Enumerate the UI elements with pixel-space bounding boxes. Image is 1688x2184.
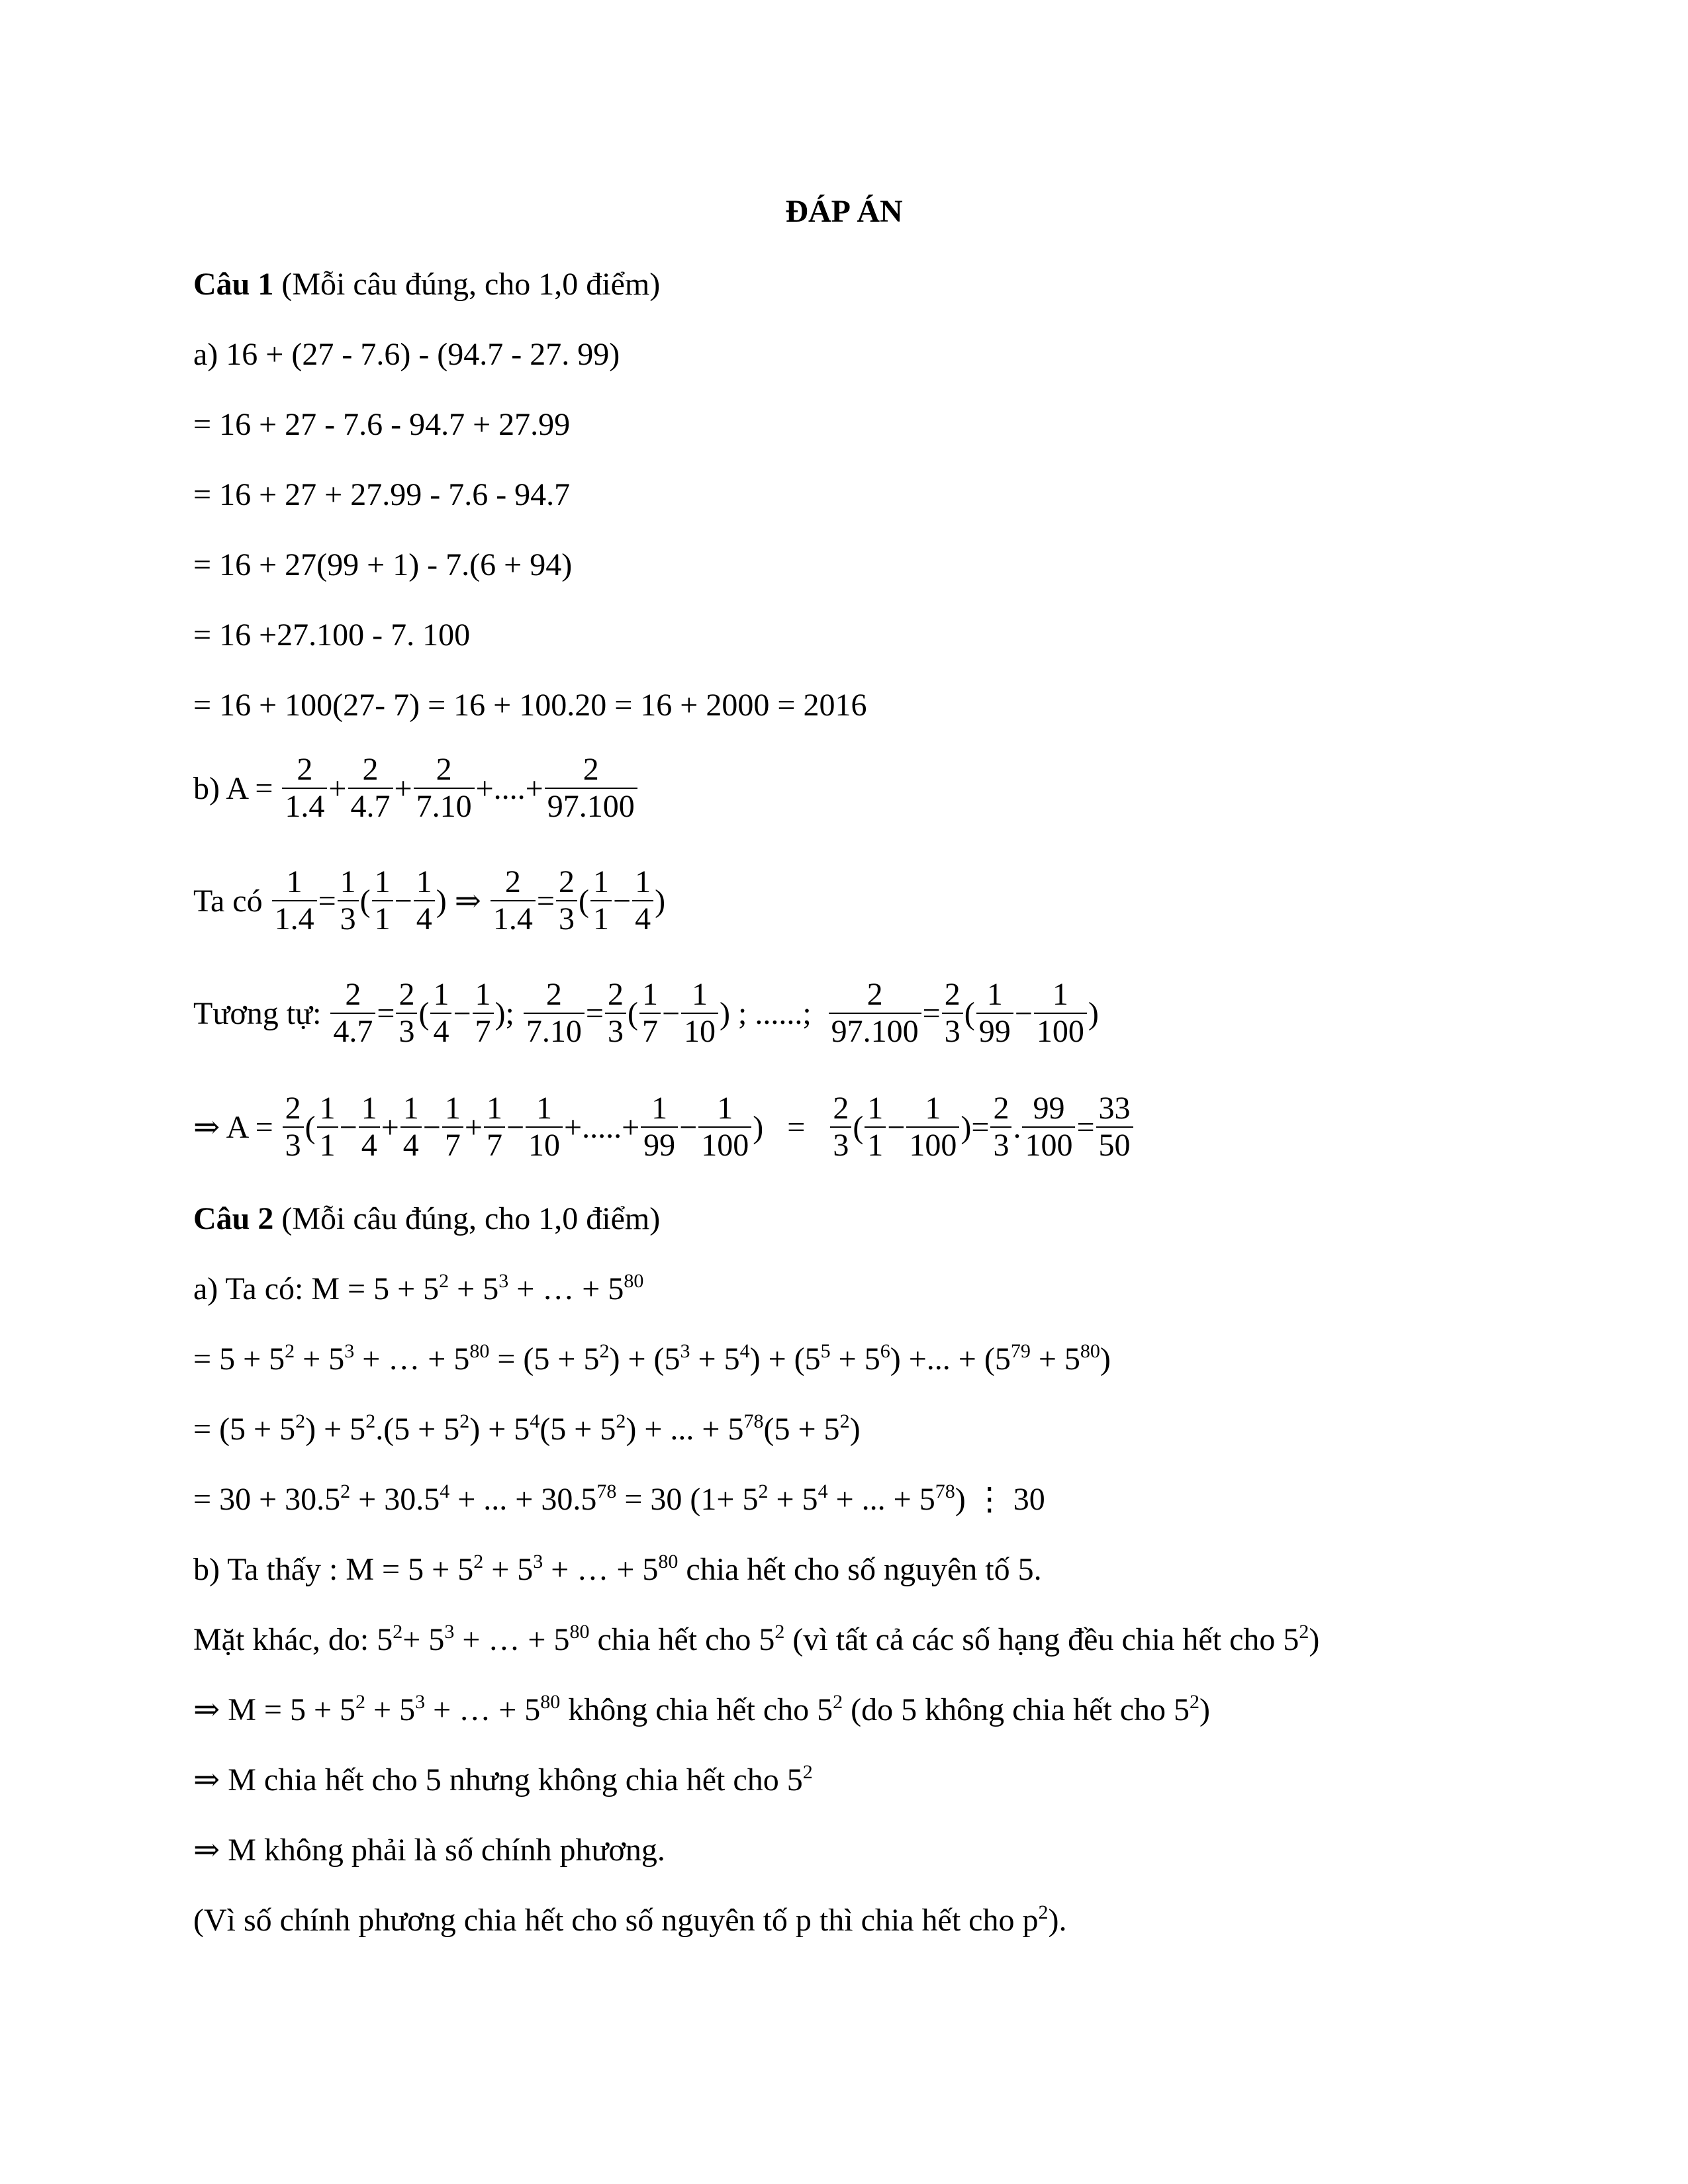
q1a-line-4: = 16 + 27(99 + 1) - 7.(6 + 94) [193,547,573,582]
q2-line-1: a) Ta có: $M = 5 + 5^2 + 5^3$ + … + $5^{80}$ [193,1270,644,1306]
q2-line-7: ⇒ $M = 5 + 5^2 + 5^3$ + … + $5^{80}$ không chia hết cho $5^2$ (do 5 không chia hết cho $5^2$) [193,1691,1211,1727]
q2-line-4: = $30 + 30.5^2 + 30.5^4$ + ... + $30.5^{78} = 30$ ($1+ 5^2 + 5^4$ + ... + $5^{78}$) ⋮ 30 [193,1480,1045,1517]
q2-line-10: (Vì số chính phương chia hết cho số nguyên tố p thì chia hết cho $p^2$). [193,1901,1067,1938]
q1b-tuong-tu: Tương tự: $\frac{2}{4.7}$ = $\frac{2}{3}$ ( $\frac{1}{4}$ − $\frac{1}{7}$ ); $\frac{2}{7.10}$ = $\frac{2}{3}$ ( $\frac{1}{7}$ − $\frac{1}{10}$ ) ; ......; $\frac{2}{97.100}$ = $\frac{2}{3}$ ( $\frac{1}{99}$ − $\frac{1}{100}$ ) [193,977,1099,1049]
q1a-line-3: = 16 + 27 + 27.99 - 7.6 - 94.7 [193,477,571,512]
q2-line-2: = $5 + 5^2 + 5^3$ + … + $5^{80} = (5 + 5^2) + (5^3 + 5^4) + (5^5 + 5^6)$ +... + $(5^{79} + 5^{80})$ [193,1340,1111,1377]
q1a-line-2: = 16 + 27 - 7.6 - 94.7 + 27.99 [193,407,571,442]
question-2-heading: Câu 2 (Mỗi câu đúng, cho 1,0 điểm) [193,1201,661,1236]
q2-line-3: = $(5 + 5^2) + 5^2.(5 + 5^2) + 5^4(5 + 5^2)$ + ... + $5^{78}(5 + 5^2)$ [193,1410,861,1447]
q1a-line-6: = 16 + 100(27- 7) = 16 + 100.20 = 16 + 2000 = 2016 [193,688,867,723]
q1b-result: ⇒ A = $\frac{2}{3}$ ( $\frac{1}{1}$ − $\frac{1}{4}$ + $\frac{1}{4}$ − $\frac{1}{7}$ + $\frac{1}{7}$ − $\frac{1}{10}$ +.....+ $\frac{1}{99}$ − $\frac{1}{100}$ ) = $\frac{2}{3}$ ( $\frac{1}{1}$ − $\frac{1}{100}$ )= $\frac{2}{3}$ . $\frac{99}{100}$ = $\frac{33}{50}$ [193,1091,1135,1163]
q1a-line-1: a) 16 + (27 - 7.6) - (94.7 - 27. 99) [193,337,620,372]
page-title: ĐÁP ÁN [785,194,903,229]
q2-line-5: b) Ta thấy : $M = 5 + 5^2 + 5^3$ + … + $5^{80}$ chia hết cho số nguyên tố 5. [193,1551,1042,1587]
q2-line-6: Mặt khác, do: $5^2+ 5^3$ + … + $5^{80}$ chia hết cho $5^2$ (vì tất cả các số hạng đều chia hết cho $5^2$) [193,1621,1320,1657]
q1a-line-5: = 16 +27.100 - 7. 100 [193,617,471,653]
question-1-heading: Câu 1 (Mỗi câu đúng, cho 1,0 điểm) [193,267,661,302]
q1b-expression: b) A = $\frac{2}{1.4}$ + $\frac{2}{4.7}$ + $\frac{2}{7.10}$ +....+ $\frac{2}{97.100}$ [193,752,639,825]
q2-line-8: ⇒ M chia hết cho 5 nhưng không chia hết cho $5^2$ [193,1761,813,1797]
q1b-ta-co: Ta có $\frac{1}{1.4}$ = $\frac{1}{3}$ ( $\frac{1}{1}$ − $\frac{1}{4}$ ) ⇒ $\frac{2}{1.4}$ = $\frac{2}{3}$ ( $\frac{1}{1}$ − $\frac{1}{4}$ ) [193,864,666,936]
q2-line-9: ⇒ M không phải là số chính phương. [193,1833,665,1868]
